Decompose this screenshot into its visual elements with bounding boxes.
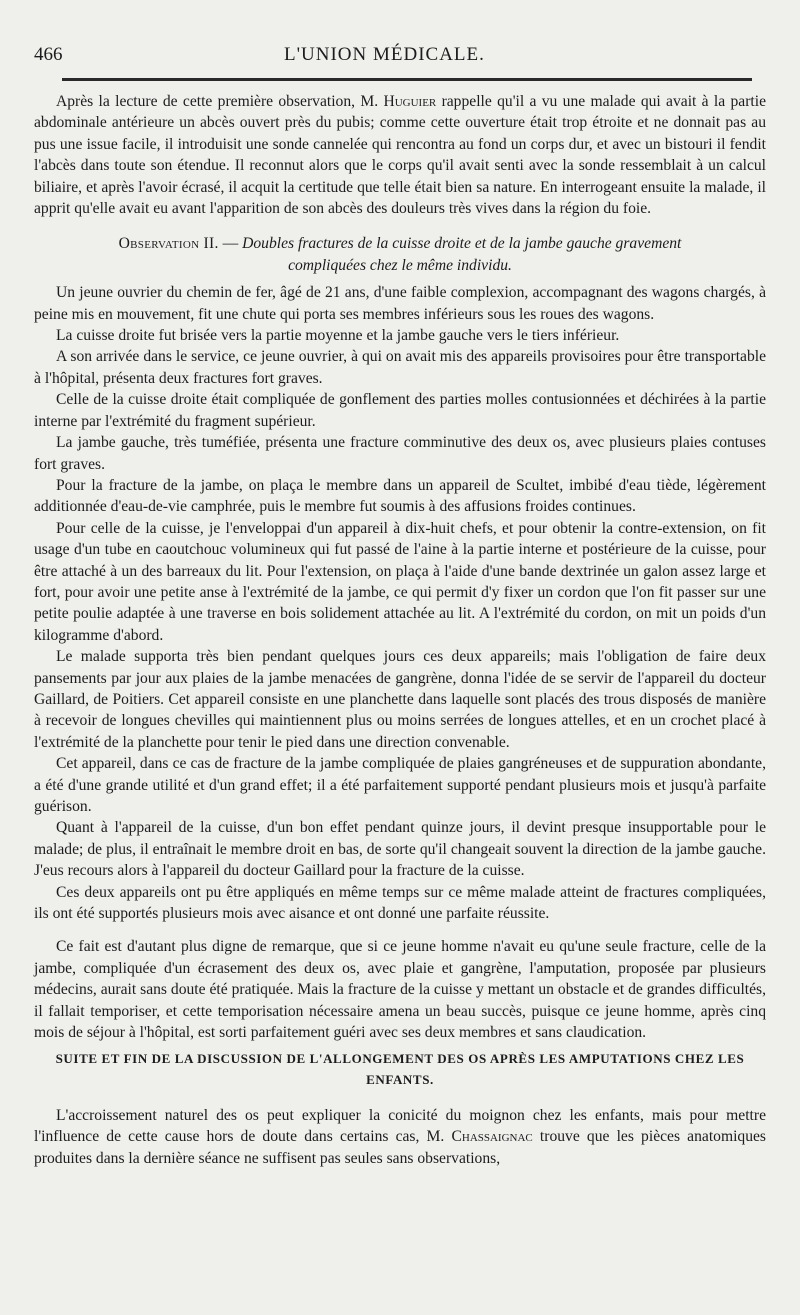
spacer — [34, 924, 766, 936]
paragraph-6: Pour la fracture de la jambe, on plaça le membre dans un appareil de Scultet, imbibé d'eau tiède, légèrement additionnée d'eau-de-vie camphrée, puis le membre fut soumis à des affusions froides continues. — [34, 476, 766, 516]
paragraph-11: Ces deux appareils ont pu être appliqués en même temps sur ce même malade atteint de fractures compliquées, ils ont été supportés plusieurs mois avec aisance et ont donné une parfaite réussite. — [34, 883, 766, 923]
section-heading: SUITE ET FIN DE LA DISCUSSION DE L'ALLONGEMENT DES OS APRÈS LES AMPUTATIONS CHEZ LES — [55, 1051, 745, 1067]
closing-paragraph: Ce fait est d'autant plus digne de remarque, que si ce jeune homme n'avait eu qu'une seule fracture, celle de la jambe, compliquée d'un écrasement des deux os, avec plaie et gangrène, l'amputation, proposée par plusieurs médecins, aurait sans doute été pratiquée. Mais la fracture de la cuisse y mettant un obstacle et de grandes difficultés, il fallait temporiser, et cette temporisation nécessaire amena un beau succès, puisque ce jeune homme, après cinq mois de séjour à l'hôpital, est sorti parfaitement guéri avec ses deux membres et sans claudication. — [34, 938, 766, 1042]
paragraph-9: Cet appareil, dans ce cas de fracture de la jambe compliquée de plaies gangréneuses et de suppuration abondante, a été d'une grande utilité et d'un grand effet; il a été parfaitement supporté pendant plusieurs mois et jusqu'à parfaite guérison. — [34, 755, 766, 815]
header-rule — [62, 78, 752, 81]
journal-title: L'UNION MÉDICALE. — [284, 44, 485, 65]
paragraph-10: Quant à l'appareil de la cuisse, d'un bon effet pendant quinze jours, il devint presque insupportable pour le malade; de plus, il entraînait le membre droit en bas, de sorte qu'il changeait souvent la direction de la jambe gauche. J'eus recours alors à l'appareil du docteur Gaillard pour la fracture de la cuisse. — [34, 819, 766, 880]
observation-dash: — — [218, 235, 243, 253]
page-header — [34, 44, 766, 76]
paragraph-3: A son arrivée dans le service, ce jeune ouvrier, à qui on avait mis des appareils provisoires pour être transportable à l'hôpital, présenta deux fractures fort graves. — [34, 348, 766, 387]
paragraph-4: Celle de la cuisse droite était compliquée de gonflement des parties molles contusionnées et déchirées à la partie interne par l'extrémité du fragment supérieur. — [34, 391, 766, 430]
article-body — [34, 91, 766, 1169]
author-name-huguier: Huguier — [383, 93, 437, 110]
section-heading-line2: ENFANTS. — [366, 1072, 434, 1088]
observation-title: Doubles fractures de la cuisse droite et de la jambe gauche gravement — [242, 235, 682, 253]
final-text-1: L'accroissement naturel des os peut expliquer la conicité du moignon chez les enfants, mais pour mettre l'influence de cette cause hors de doute dans certains cas, M. — [34, 1106, 766, 1146]
observation-label: Observation II. — [118, 235, 219, 253]
intro-paragraph — [34, 91, 766, 219]
intro-text-1: Après la lecture de cette première observation, M. — [56, 93, 384, 110]
final-text-2: trouve que les pièces anatomiques produites dans la dernière séance ne suffisent pas seules sans observations, — [34, 1128, 766, 1167]
paragraph-7: Pour celle de la cuisse, je l'enveloppai d'un appareil à dix-huit chefs, et pour obtenir la contre-extension, on fit usage d'un tube en caoutchouc volumineux qui fut passé de l'aine à la partie interne et postérieure de la cuisse, pour être attaché à un des barreaux du lit. Pour l'extension, on plaça à l'aide d'une bande dextrinée un galon assez large et fort, pour avoir une petite anse à l'extrémité de la jambe, ce qui permit d'y fixer un cordon que l'on fit passer sur une petite poulie adaptée à une traverse en bois solidement attachée au lit. A l'extrémité du cordon, on mit un poids d'un kilogramme d'abord. — [34, 519, 766, 644]
observation-subtitle: compliquées chez le même individu. — [288, 256, 512, 274]
paragraph-2: La cuisse droite fut brisée vers la partie moyenne et la jambe gauche vers le tiers inférieur. — [56, 327, 620, 345]
paragraph-8: Le malade supporta très bien pendant quelques jours ces deux appareils; mais l'obligation de faire deux pansements par jour aux plaies de la jambe menacées de gangrène, donna l'idée de se servir de l'appareil du docteur Gaillard, de Poitiers. Cet appareil consiste en une planchette dans laquelle sont placés des trous disposés de manière à recevoir de longues chevilles qui maintiennent plus ou moins serrées de longues attelles, et en un crochet placé à l'extrémité de la planchette pour tenir le pied dans une direction convenable. — [34, 648, 766, 751]
paragraph-1: Un jeune ouvrier du chemin de fer, âgé de 21 ans, d'une faible complexion, accompagnant des wagons chargés, à peine mis en mouvement, fit une chute qui porta ses membres inférieurs sous les roues des wagons. — [34, 284, 766, 323]
paragraph-5: La jambe gauche, très tuméfiée, présenta une fracture comminutive des deux os, avec plusieurs plaies contuses fort graves. — [34, 434, 766, 473]
intro-text-2: rappelle qu'il a vu une malade qui avait à la partie abdominale antérieure un abcès ouvert près du pubis; comme cette ouverture était trop étroite et ne donnait pas au pus une issue facile, il introduisit une sonde cannelée qui rencontra au fond un corps dur, et avec un bistouri il fendit l'abcès dans toute son étendue. Il reconnut alors que le corps qu'il avait senti avec la sonde ressemblait à un calcul biliaire, et après l'avoir écrasé, il acquit la certitude que telle était bien sa nature. En interrogeant ensuite la malade, il apprit qu'elle avait eu avant l'apparition de son abcès des douleurs très vives dans la région du foie. — [34, 93, 766, 218]
final-paragraph — [34, 1105, 766, 1169]
author-name-chassaignac: Chassaignac — [451, 1128, 533, 1146]
observation-heading — [34, 233, 766, 276]
page-number: 466 — [34, 44, 63, 65]
